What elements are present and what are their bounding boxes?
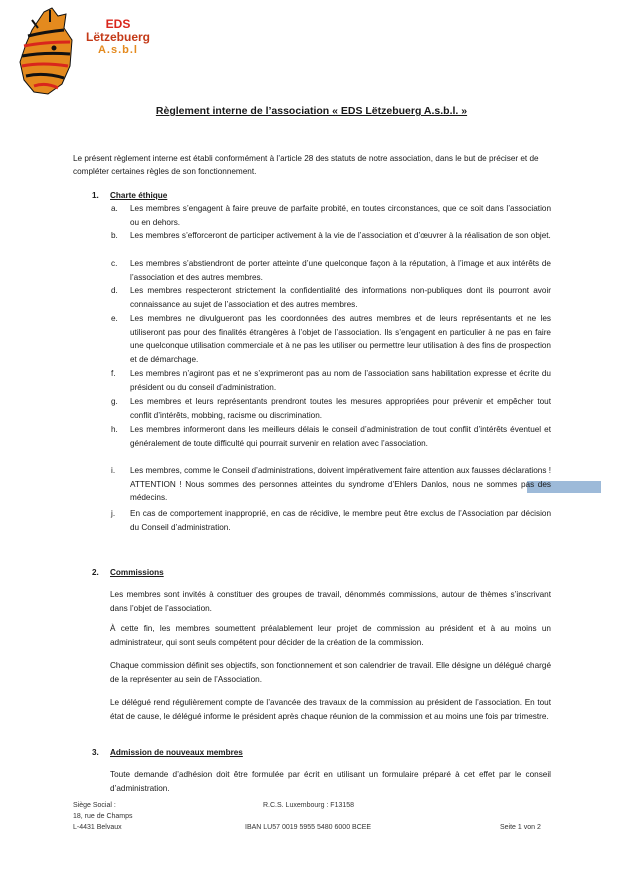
list-item bbox=[111, 312, 551, 367]
list-item bbox=[111, 395, 551, 422]
item-text: Les membres n’agiront pas et ne s’exprimeront pas au nom de l’association sans habilitation expresse et écrite du président ou du conseil d’administration. bbox=[130, 369, 551, 392]
item-letter: i. bbox=[111, 466, 116, 475]
section-number: 2. bbox=[92, 568, 99, 577]
item-text: Les membres ne divulgueront pas les coordonnées des autres membres et de leurs représentants et ne les utiliseront pas pour des finalités étrangères à l’objet de l’association. Ils s’engagent en particulier à ne pas en faire une quelconque utilisation commerciale et à ne pas les utiliser ou permettre leur utilisation à des fins de prospection et de démarchage. bbox=[130, 314, 551, 365]
item-text: Les membres s’efforceront de participer activement à la vie de l’association et d’œuvrer à la réalisation de son objet. bbox=[130, 231, 551, 240]
item-text: Les membres et leurs représentants prendront toutes les mesures appropriées pour prévenir et empêcher tout conflit d’intérêts, mobbing, racisme ou discrimination. bbox=[130, 397, 551, 420]
item-letter: g. bbox=[111, 397, 118, 406]
section-title: Commissions bbox=[110, 568, 164, 577]
item-letter: e. bbox=[111, 314, 118, 323]
item-text: Les membres, comme le Conseil d’administrations, doivent impérativement faire attention aux fausses déclarations ! ATTENTION ! Nous sommes des personnes atteintes du syndrome d’Ehlers Danlos, nous ne sommes pas des médecins. bbox=[130, 466, 551, 503]
paragraph: Toute demande d’adhésion doit être formulée par écrit en utilisant un formulaire préparé à cet effet par le conseil d’administration. bbox=[110, 770, 551, 793]
paragraph: Le délégué rend régulièrement compte de l’avancée des travaux de la commission au président de l’association. En tout état de cause, le délégué informe le président après chaque réunion de la commission et au moins une fois par trimestre. bbox=[110, 698, 551, 721]
item-letter: h. bbox=[111, 425, 118, 434]
logo-line-1: EDS bbox=[105, 17, 131, 31]
footer-siege-label: Siège Social : bbox=[73, 802, 116, 809]
item-text: Les membres s’engagent à faire preuve de parfaite probité, en toutes circonstances, que ce soit dans l’association ou en dehors. bbox=[130, 204, 551, 227]
list-item bbox=[111, 202, 551, 229]
list-item bbox=[111, 284, 551, 311]
footer-iban: IBAN LU57 0019 5955 5480 6000 BCEE bbox=[245, 824, 372, 831]
list-item bbox=[111, 367, 551, 394]
item-letter: f. bbox=[111, 369, 116, 378]
paragraph: À cette fin, les membres soumettent préalablement leur projet de commission au président et à au moins un administrateur, qui sont seuls compétent pour décider de la création de la commission. bbox=[110, 624, 551, 647]
item-text: Les membres respecteront strictement la confidentialité des informations non-publiques dont ils pourront avoir connaissance au sujet de l’association et des autres membres. bbox=[130, 286, 551, 309]
section-number: 3. bbox=[92, 748, 99, 757]
section-number: 1. bbox=[92, 191, 99, 200]
document-title: Règlement interne de l’association « EDS Lëtzebuerg A.s.b.l. » bbox=[155, 105, 468, 117]
list-item bbox=[111, 423, 551, 450]
footer-address bbox=[73, 800, 133, 833]
list-item bbox=[111, 507, 551, 534]
intro-paragraph: Le présent règlement interne est établi conformément à l’article 28 des statuts de notre association, dans le but de préciser et de compléter certaines règles de son fonctionnement. bbox=[73, 154, 539, 176]
item-letter: d. bbox=[111, 286, 118, 295]
item-text: Les membres s’abstiendront de porter atteinte d’une quelconque façon à la réputation, à l’image et aux intérêts de l’association et des autres membres. bbox=[130, 259, 551, 282]
footer-city: L-4431 Belvaux bbox=[73, 824, 122, 831]
item-letter: b. bbox=[111, 231, 118, 240]
item-letter: j. bbox=[111, 509, 116, 518]
logo-line-2: Lëtzebuerg bbox=[85, 30, 150, 44]
logo-text bbox=[78, 18, 158, 57]
paragraph: Chaque commission définit ses objectifs, son fonctionnement et son calendrier de travail. Elle désigne un délégué chargé de la représenter au sein de l’Association. bbox=[110, 661, 551, 684]
zebra-head-icon bbox=[14, 6, 84, 96]
footer-page-number: Seite 1 von 2 bbox=[500, 824, 541, 831]
item-text: Les membres informeront dans les meilleurs délais le conseil d’administration de tout conflit d’intérêts éventuel et généralement de toute difficulté qui pourrait survenir en relation avec l’association. bbox=[130, 425, 551, 448]
list-item bbox=[111, 464, 551, 505]
section-title: Charte éthique bbox=[110, 191, 168, 200]
item-text: En cas de comportement inapproprié, en cas de récidive, le membre peut être exclus de l’Association par décision du Conseil d’administration. bbox=[130, 509, 551, 532]
list-item bbox=[111, 229, 551, 243]
footer-rcs: R.C.S. Luxembourg : F13158 bbox=[263, 802, 355, 809]
section-title: Admission de nouveaux membres bbox=[110, 748, 243, 757]
logo bbox=[14, 6, 150, 96]
footer-street: 18, rue de Champs bbox=[73, 813, 133, 820]
logo-line-3: A.s.b.l bbox=[97, 44, 138, 56]
item-letter: c. bbox=[111, 259, 118, 268]
paragraph: Les membres sont invités à constituer des groupes de travail, dénommés commissions, autour de thèmes s’inscrivant dans l’objet de l’association. bbox=[110, 590, 551, 613]
item-letter: a. bbox=[111, 204, 118, 213]
list-item bbox=[111, 257, 551, 284]
